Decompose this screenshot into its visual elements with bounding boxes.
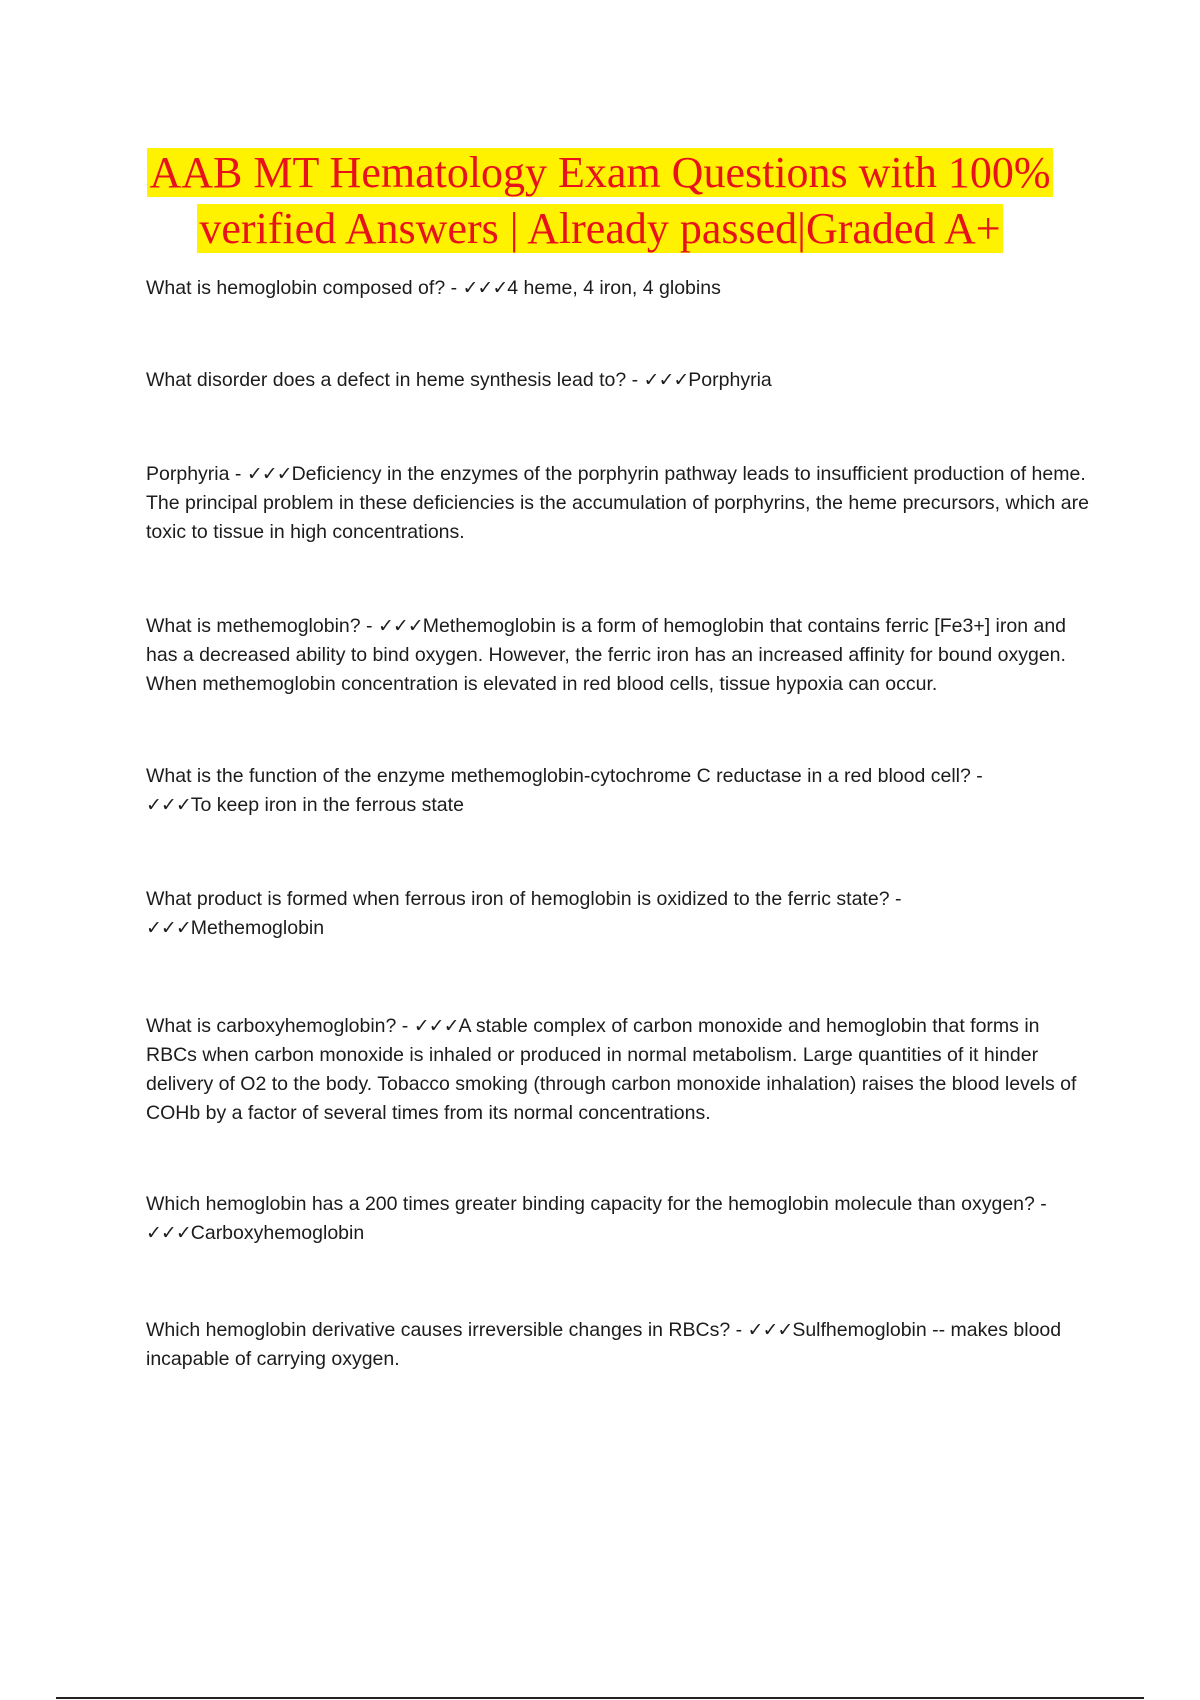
question-text: What is the function of the enzyme methemoglobin-cytochrome C reductase in a red blood cell? (146, 765, 971, 787)
answer-text: Carboxyhemoglobin (190, 1222, 365, 1244)
question-text: Porphyria (146, 463, 230, 485)
question-text: Which hemoglobin derivative causes irreversible changes in RBCs? (146, 1319, 731, 1341)
title-line-2: verified Answers | Already passed|Graded A+ (199, 204, 1001, 253)
answer-text: 4 heme, 4 iron, 4 globins (507, 277, 721, 299)
qa-item-reductase-function (146, 762, 1091, 820)
answer-text: Deficiency in the enzymes of the porphyrin pathway leads to insufficient production of heme. The principal problem in these deficiencies is the accumulation of porphyrins, the heme precursors, which are toxic to tissue in high concentrations. (146, 463, 1089, 543)
qa-item-hemoglobin-composition (146, 274, 1091, 303)
qa-item-porphyria (146, 460, 1091, 547)
question-text: What is methemoglobin? (146, 615, 361, 637)
title-line-1: AAB MT Hematology Exam Questions with 100% (149, 148, 1051, 197)
check-marks-icon: ✓✓✓ (413, 1015, 459, 1037)
question-text: What is carboxyhemoglobin? (146, 1015, 397, 1037)
separator: - (396, 1015, 414, 1037)
check-marks-icon: ✓✓✓ (146, 917, 191, 939)
qa-item-methemoglobin (146, 612, 1091, 699)
qa-item-carboxyhemoglobin (146, 1012, 1091, 1128)
separator: - (889, 888, 902, 910)
separator: - (970, 765, 983, 787)
question-text: What disorder does a defect in heme synthesis lead to? (146, 369, 627, 391)
check-marks-icon: ✓✓✓ (246, 463, 292, 485)
check-marks-icon: ✓✓✓ (146, 794, 191, 816)
separator: - (360, 615, 378, 637)
separator: - (626, 369, 644, 391)
answer-text: Sulfhemoglobin -- makes blood incapable of carrying oxygen. (146, 1319, 1062, 1370)
answer-text: To keep iron in the ferrous state (190, 794, 464, 816)
answer-text: A stable complex of carbon monoxide and hemoglobin that forms in RBCs when carbon monoxide is inhaled or produced in normal metabolism. Large quantities of it hinder delivery of O2 to the body. Tobacco smoking (through carbon monoxide inhalation) raises the blood levels of COHb by a factor of several times from its normal concentrations. (146, 1015, 1077, 1124)
qa-item-heme-synthesis-defect (146, 366, 1091, 395)
question-text: What product is formed when ferrous iron of hemoglobin is oxidized to the ferric state? (146, 888, 890, 910)
separator: - (730, 1319, 748, 1341)
separator: - (445, 277, 463, 299)
answer-text: Porphyria (688, 369, 772, 391)
qa-item-ferric-oxidation-product (146, 885, 1091, 943)
check-marks-icon: ✓✓✓ (377, 615, 423, 637)
footer-divider (56, 1697, 1144, 1699)
qa-item-sulfhemoglobin (146, 1316, 1091, 1374)
question-text: What is hemoglobin composed of? (146, 277, 446, 299)
qa-item-binding-capacity (146, 1190, 1091, 1248)
check-marks-icon: ✓✓✓ (643, 369, 689, 391)
answer-text: Methemoglobin (190, 917, 325, 939)
answer-text: Methemoglobin is a form of hemoglobin that contains ferric [Fe3+] iron and has a decreased ability to bind oxygen. However, the ferric iron has an increased affinity for bound oxygen. When methemoglobin concentration is elevated in red blood cells, tissue hypoxia can occur. (146, 615, 1067, 695)
separator: - (1034, 1193, 1047, 1215)
question-text: Which hemoglobin has a 200 times greater binding capacity for the hemoglobin molecule than oxygen? (146, 1193, 1035, 1215)
check-marks-icon: ✓✓✓ (146, 1222, 191, 1244)
separator: - (229, 463, 247, 485)
check-marks-icon: ✓✓✓ (462, 277, 508, 299)
check-marks-icon: ✓✓✓ (747, 1319, 793, 1341)
document-title (100, 145, 1100, 257)
